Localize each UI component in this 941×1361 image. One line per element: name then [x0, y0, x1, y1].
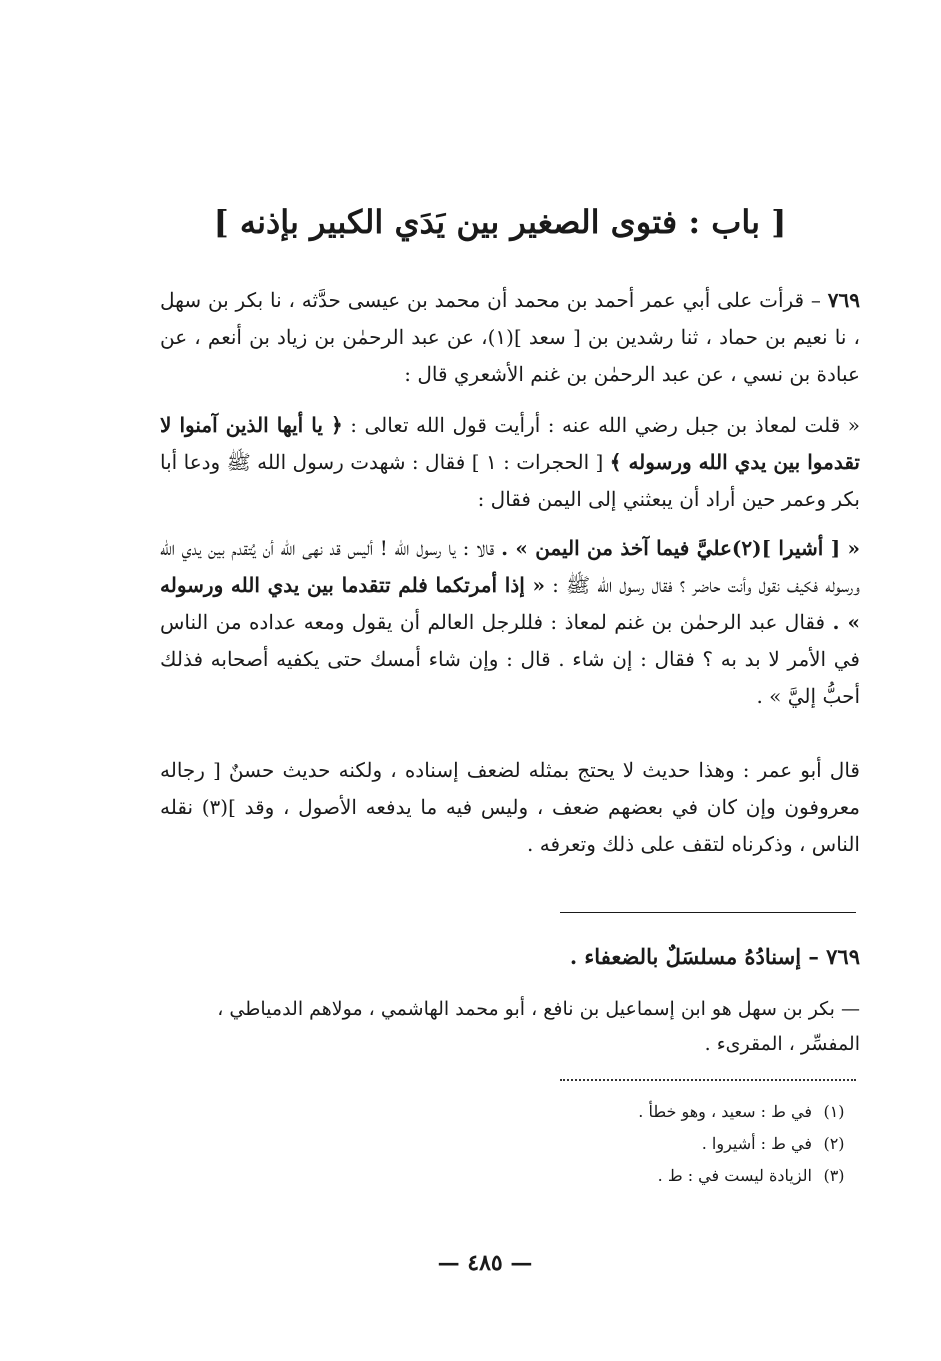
- commentary-number: ٧٦٩: [826, 944, 860, 969]
- matn-1-pre: « قلت لمعاذ بن جبل رضي الله عنه : أرأيت قول الله تعالى :: [350, 413, 861, 437]
- matn-1-post: [ الحجرات : ١ ] فقال : شهدت رسول الله ﷺ ودعا أبا بكر وعمر حين أراد أن يبعثني إلى اليمن فقال :: [160, 450, 860, 511]
- page-number: — ٤٨٥ —: [437, 1250, 533, 1276]
- author-comment: قال أبو عمر : وهذا حديث لا يحتج بمثله لضعف إسناده ، ولكنه حديث حسنٌ [ رجاله معروفون وإن كان في بعضهم ضعف ، وليس فيه ما يدفعه الأصول ، وقد ](٣) نقله الناس ، وذكرناه لتقف على ذلك وتعرفه .: [160, 758, 860, 856]
- matn-2-a: « [ أشيرا ](٢): [731, 536, 861, 560]
- footnote: [300, 1096, 856, 1128]
- footnote-number: (١): [823, 1102, 845, 1121]
- quran-verse: ﴿ يا أيها الذين آمنوا لا تقدموا بين يدي الله ورسوله ﴾: [160, 413, 861, 474]
- commentary-body: — بكر بن سهل هو ابن إسماعيل بن نافع ، أبو محمد الهاشمي ، مولاهم الدمياطي ، المفسِّر ، المقرىء .: [217, 998, 860, 1055]
- isnad-text: – قرأت على أبي عمر أحمد بن محمد أن محمد بن عيسى حدَّثه ، نا بكر بن سهل ، نا نعيم بن حماد ، ثنا رشدين بن [ سعد ](١)، عن عبد الرحمٰن بن زياد بن أنعم ، عن عبادة بن نسي ، عن عبد الرحمٰن بن غنم الأشعري قال :: [160, 288, 860, 386]
- commentary-heading-text: – إسنادُهُ مسلسَلٌ بالضعفاء .: [569, 944, 819, 969]
- commentary-separator: [560, 912, 856, 913]
- footnote-separator: [560, 1079, 856, 1081]
- chapter-title: [ باب : فتوى الصغير بين يَدَي الكبير بإذنه ]: [213, 203, 787, 241]
- footnote-text: في ط : أشيروا .: [701, 1134, 812, 1153]
- footnote: [300, 1128, 856, 1160]
- hadith-matn-part-2: [160, 530, 860, 715]
- footnote-text: الزيادة ليست في : ط .: [657, 1166, 812, 1185]
- footnote-number: (٢): [823, 1134, 845, 1153]
- footnote-number: (٣): [823, 1166, 845, 1185]
- footnote: [300, 1160, 856, 1192]
- hadith-number: ٧٦٩: [827, 288, 860, 312]
- matn-2-b: عليَّ فيما آخذ من اليمن » .: [501, 536, 732, 560]
- matn-2-d: « إذا أمرتكما فلم تتقدما بين يدي الله ورسوله » .: [160, 573, 860, 634]
- commentary-heading: [160, 938, 860, 976]
- hadith-isnad: [160, 282, 860, 393]
- footnote-text: في ط : سعيد ، وهو خطأ .: [638, 1102, 812, 1121]
- matn-2-e: فقال عبد الرحمٰن بن غنم لمعاذ : فللرجل العالم أن يقول ومعه عداده من الناس في الأمر لا بد به ؟ فقال : إن شاء . قال : وإن شاء أمسك حتى يكفيه أصحابه فذلك أحبُّ إليَّ » .: [160, 610, 860, 708]
- hadith-matn-part-1: [160, 407, 860, 518]
- matn-2-c: قالا : يا رسول الله ! أليس قد نهى الله أن يُتقدم بين يدي الله ورسوله فكيف نقول وأنت حاضر ؟ فقال رسول الله ﷺ :: [160, 536, 860, 597]
